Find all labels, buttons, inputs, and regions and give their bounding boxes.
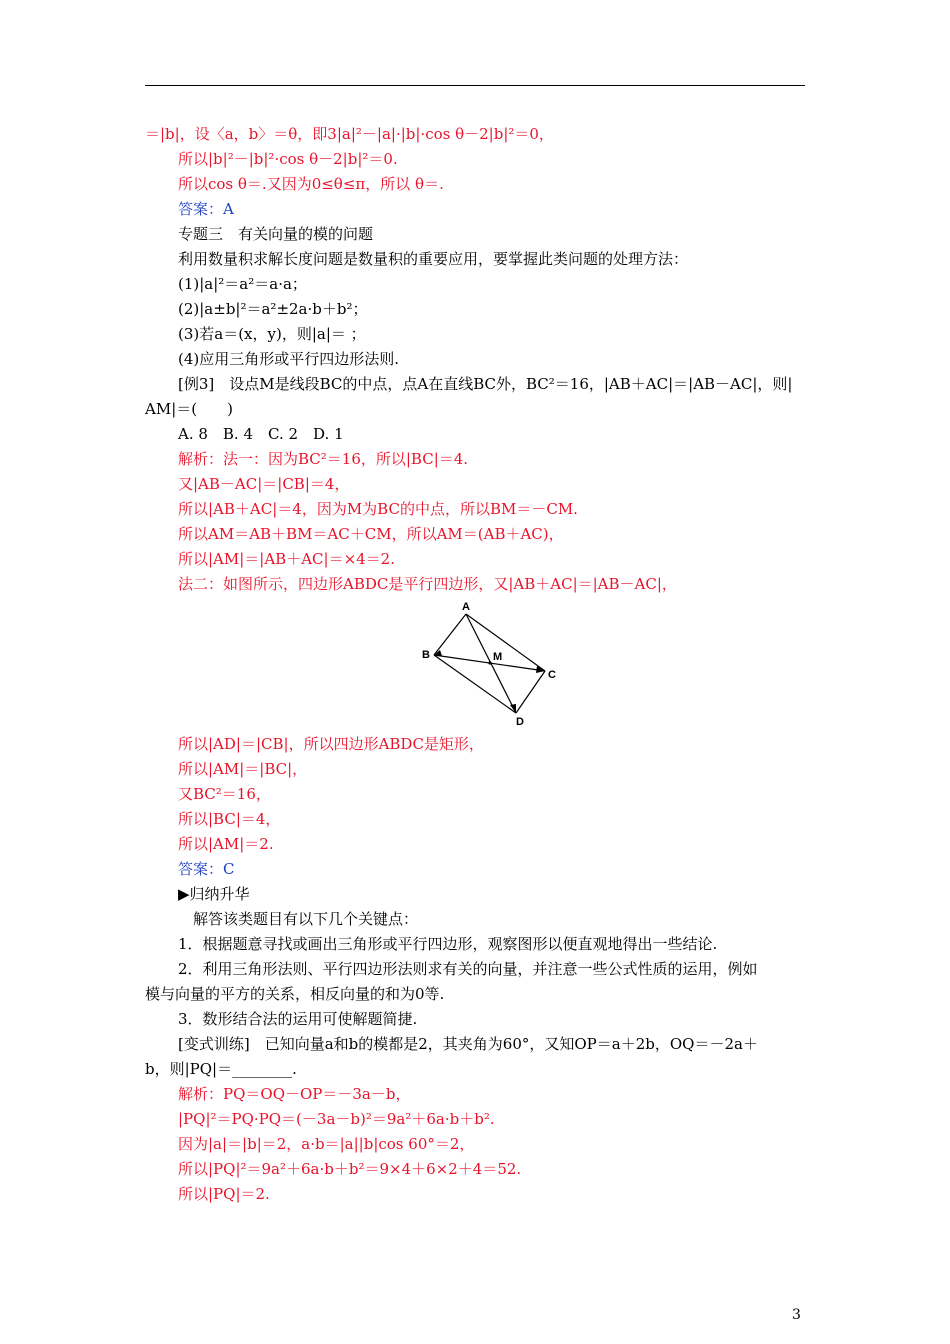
text-line: 所以|AM|＝|AB＋AC|＝×4＝2.	[178, 550, 395, 568]
text-line: 所以|AD|＝|CB|，所以四边形ABDC是矩形，	[178, 735, 484, 753]
vertex-label-c: C	[548, 669, 556, 681]
text-line: 又BC²＝16，	[178, 785, 271, 803]
text-line: 所以|PQ|²＝9a²＋6a·b＋b²＝9×4＋6×2＋4＝52.	[178, 1160, 522, 1178]
text-line: 解析：PQ＝OQ－OP＝－3a－b，	[178, 1085, 411, 1103]
text-line: 所以|BC|＝4，	[178, 810, 281, 828]
text-line: 利用数量积求解长度问题是数量积的重要应用，要掌握此类问题的处理方法：	[178, 250, 689, 268]
answer-line: 答案：C	[178, 860, 235, 878]
text-line: 所以cos θ＝.又因为0≤θ≤π，所以 θ＝.	[178, 175, 444, 193]
page-number: 3	[792, 1307, 801, 1323]
text-line: (1)|a|²＝a²＝a·a；	[178, 275, 307, 293]
text-line: 解答该类题目有以下几个关键点：	[193, 910, 419, 928]
text-line: 又|AB－AC|＝|CB|＝4，	[178, 475, 350, 493]
section-heading: 专题三 有关向量的模的问题	[178, 225, 374, 243]
text-line: 解析：法一：因为BC²＝16，所以|BC|＝4.	[178, 450, 469, 468]
text-line: |PQ|²＝PQ·PQ＝(－3a－b)²＝9a²＋6a·b＋b².	[178, 1110, 495, 1128]
example-line: AM|＝( )	[145, 400, 233, 418]
text-line: 2．利用三角形法则、平行四边形法则求有关的向量，并注意一些公式性质的运用，例如	[178, 960, 758, 978]
text-line: 所以|b|²－|b|²·cos θ－2|b|²＝0.	[178, 150, 398, 168]
header-rule	[145, 85, 805, 86]
vertex-label-m: M	[493, 651, 503, 663]
example-line: [例3] 设点M是线段BC的中点，点A在直线BC外，BC²＝16，|AB＋AC|＝|AB－AC|，则|	[178, 375, 793, 393]
text-line: 所以|AM|＝2.	[178, 835, 274, 853]
text-line: 所以|AM|＝|BC|，	[178, 760, 308, 778]
vertex-label-d: D	[516, 716, 524, 728]
text-line: 所以|AB＋AC|＝4，因为M为BC的中点，所以BM＝－CM.	[178, 500, 578, 518]
text-line: 3．数形结合法的运用可使解题简捷.	[178, 1010, 418, 1028]
exercise-line: b，则|PQ|＝________.	[145, 1060, 297, 1078]
parallelogram-figure	[418, 600, 568, 730]
answer-line: 答案：A	[178, 200, 234, 218]
text-line: ＝|b|，设〈a，b〉＝θ，即3|a|²－|a|·|b|·cos θ－2|b|²＝0，	[145, 125, 554, 143]
text-line: 所以|PQ|＝2.	[178, 1185, 270, 1203]
text-line: (3)若a＝(x，y)，则|a|＝ ；	[178, 325, 366, 343]
text-line: 法二：如图所示，四边形ABDC是平行四边形，又|AB＋AC|＝|AB－AC|，	[178, 575, 677, 593]
text-line: 1．根据题意寻找或画出三角形或平行四边形，观察图形以便直观地得出一些结论.	[178, 935, 718, 953]
text-line: 所以AM＝AB＋BM＝AC＋CM，所以AM＝(AB＋AC)，	[178, 525, 564, 543]
text-line: (2)|a±b|²＝a²±2a·b＋b²；	[178, 300, 368, 318]
vertex-label-a: A	[462, 601, 470, 613]
exercise-line: [变式训练] 已知向量a和b的模都是2，其夹角为60°，又知OP＝a＋2b，OQ＝－2a＋	[178, 1035, 758, 1053]
summary-heading: ▶归纳升华	[178, 885, 250, 903]
vertex-label-b: B	[422, 649, 430, 661]
text-line: 模与向量的平方的关系，相反向量的和为0等.	[145, 985, 445, 1003]
text-line: 因为|a|＝|b|＝2，a·b＝|a||b|cos 60°＝2，	[178, 1135, 475, 1153]
options-line: A. 8 B. 4 C. 2 D. 1	[178, 425, 344, 443]
text-line: (4)应用三角形或平行四边形法则.	[178, 350, 400, 368]
